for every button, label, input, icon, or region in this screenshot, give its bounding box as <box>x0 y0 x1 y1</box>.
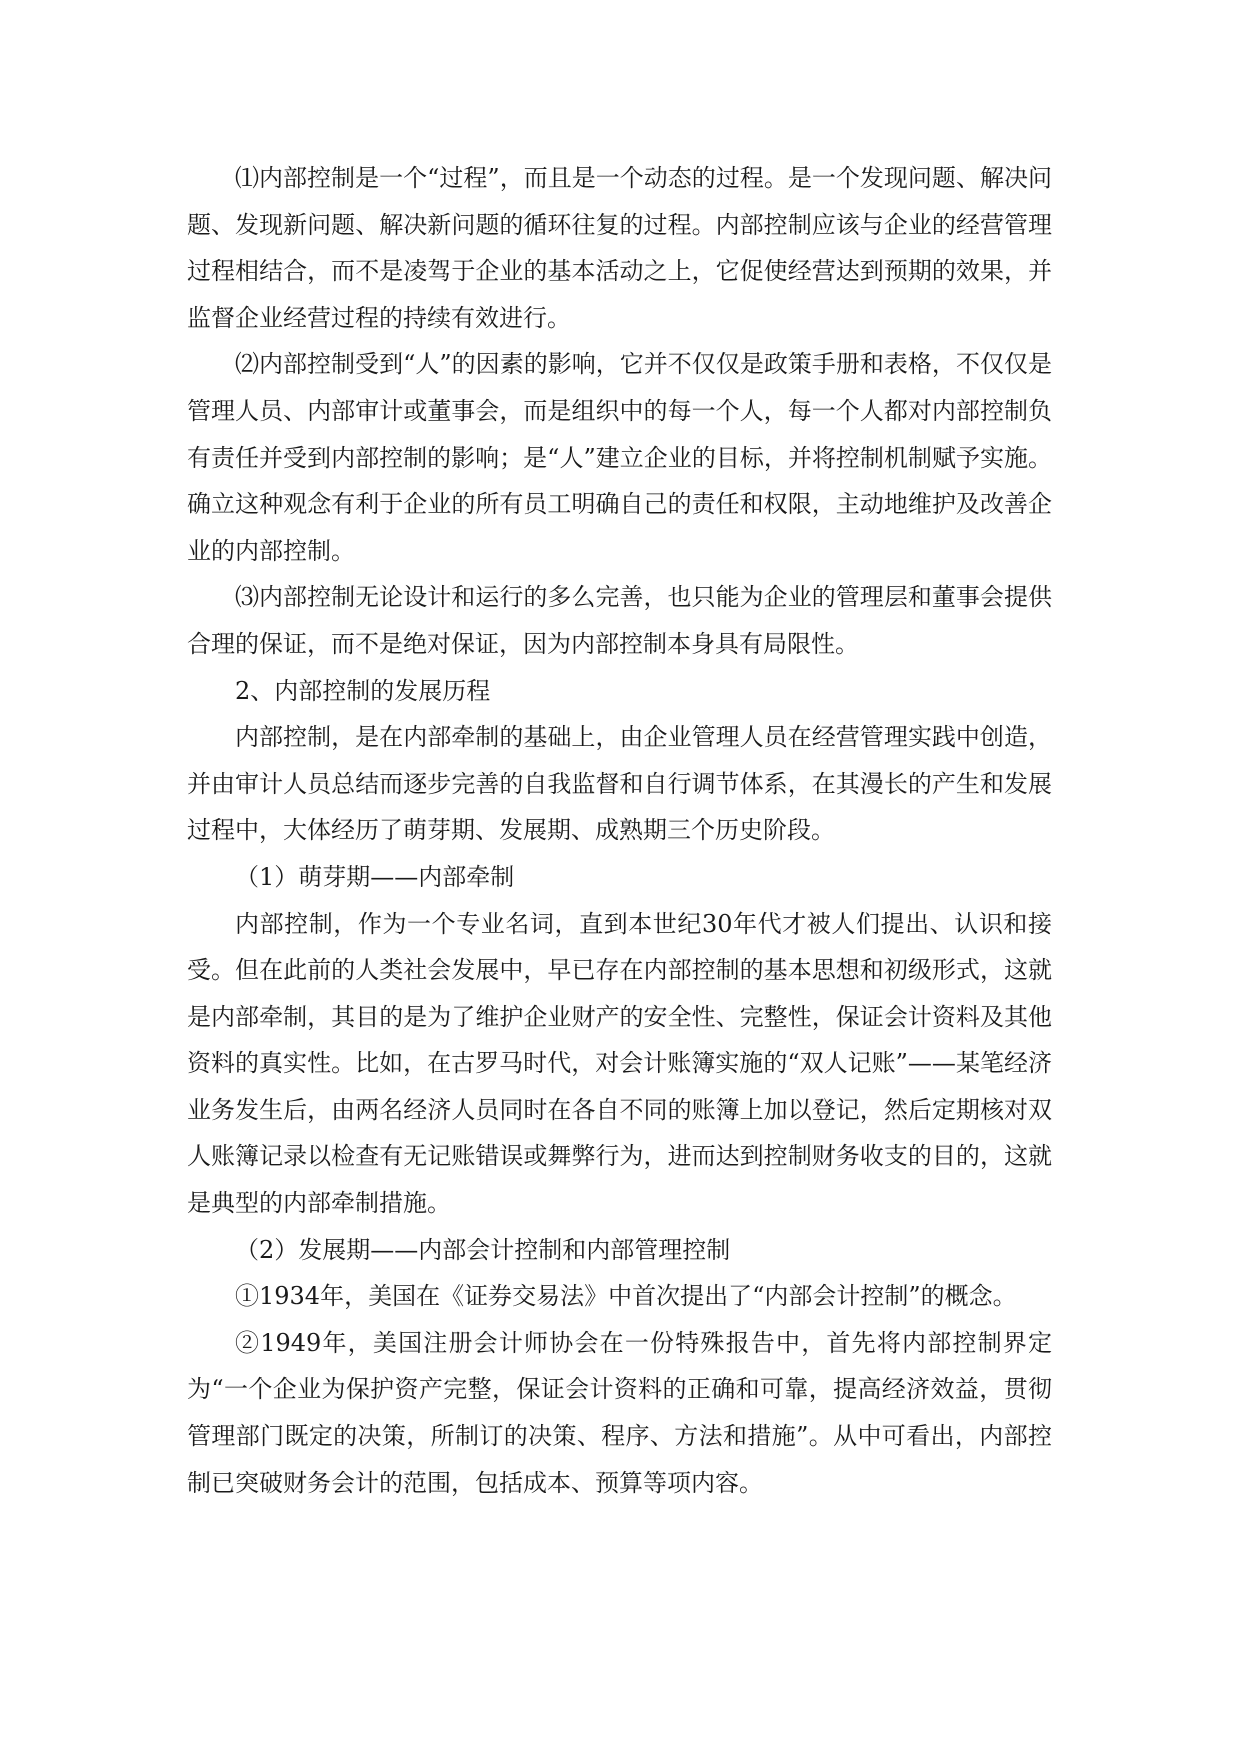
paragraph-development-overview: 内部控制，是在内部牵制的基础上，由企业管理人员在经营管理实践中创造，并由审计人员总结而逐步完善的自我监督和自行调节体系，在其漫长的产生和发展过程中，大体经历了萌芽期、发展期、成熟期三个历史阶段。 <box>187 723 1052 845</box>
paragraph-internal-check: 内部控制，作为一个专业名词，直到本世纪30年代才被人们提出、认识和接受。但在此前的人类社会发展中，早已存在内部控制的基本思想和初级形式，这就是内部牵制，其目的是为了维护企业财产的安全性、完整性，保证会计资料及其他资料的真实性。比如，在古罗马时代，对会计账簿实施的“双人记账”——某笔经济业务发生后，由两名经济人员同时在各自不同的账簿上加以登记，然后定期核对双人账簿记录以检查有无记账错误或舞弊行为，进而达到控制财务收支的目的，这就是典型的内部牵制措施。 <box>187 909 1052 1218</box>
paragraph-people-factor: ⑵内部控制受到“人”的因素的影响，它并不仅仅是政策手册和表格，不仅仅是管理人员、内部审计或董事会，而是组织中的每一个人，每一个人都对内部控制负有责任并受到内部控制的影响；是“人”建立企业的目标，并将控制机制赋予实施。确立这种观念有利于企业的所有员工明确自己的责任和权限，主动地维护及改善企业的内部控制。 <box>187 350 1052 565</box>
paragraph-1934-securities-act: ①1934年，美国在《证券交易法》中首次提出了“内部会计控制”的概念。 <box>235 1282 1017 1311</box>
document-body <box>187 155 1052 1506</box>
section-heading-development-history: 2、内部控制的发展历程 <box>235 676 491 705</box>
paragraph-reasonable-assurance: ⑶内部控制无论设计和运行的多么完善，也只能为企业的管理层和董事会提供合理的保证，而不是绝对保证，因为内部控制本身具有局限性。 <box>187 583 1052 658</box>
paragraph-process: ⑴内部控制是一个“过程”，而且是一个动态的过程。是一个发现问题、解决问题、发现新问题、解决新问题的循环往复的过程。内部控制应该与企业的经营管理过程相结合，而不是凌驾于企业的基本活动之上，它促使经营达到预期的效果，并监督企业经营过程的持续有效进行。 <box>187 164 1052 332</box>
paragraph-1949-aicpa-report: ②1949年，美国注册会计师协会在一份特殊报告中，首先将内部控制界定为“一个企业为保护资产完整，保证会计资料的正确和可靠，提高经济效益，贯彻管理部门既定的决策，所制订的决策、程序、方法和措施”。从中可看出，内部控制已突破财务会计的范围，包括成本、预算等项内容。 <box>187 1328 1052 1497</box>
subheading-development-period: （2）发展期——内部会计控制和内部管理控制 <box>235 1235 731 1264</box>
subheading-embryonic-period: （1）萌芽期——内部牵制 <box>235 862 515 891</box>
